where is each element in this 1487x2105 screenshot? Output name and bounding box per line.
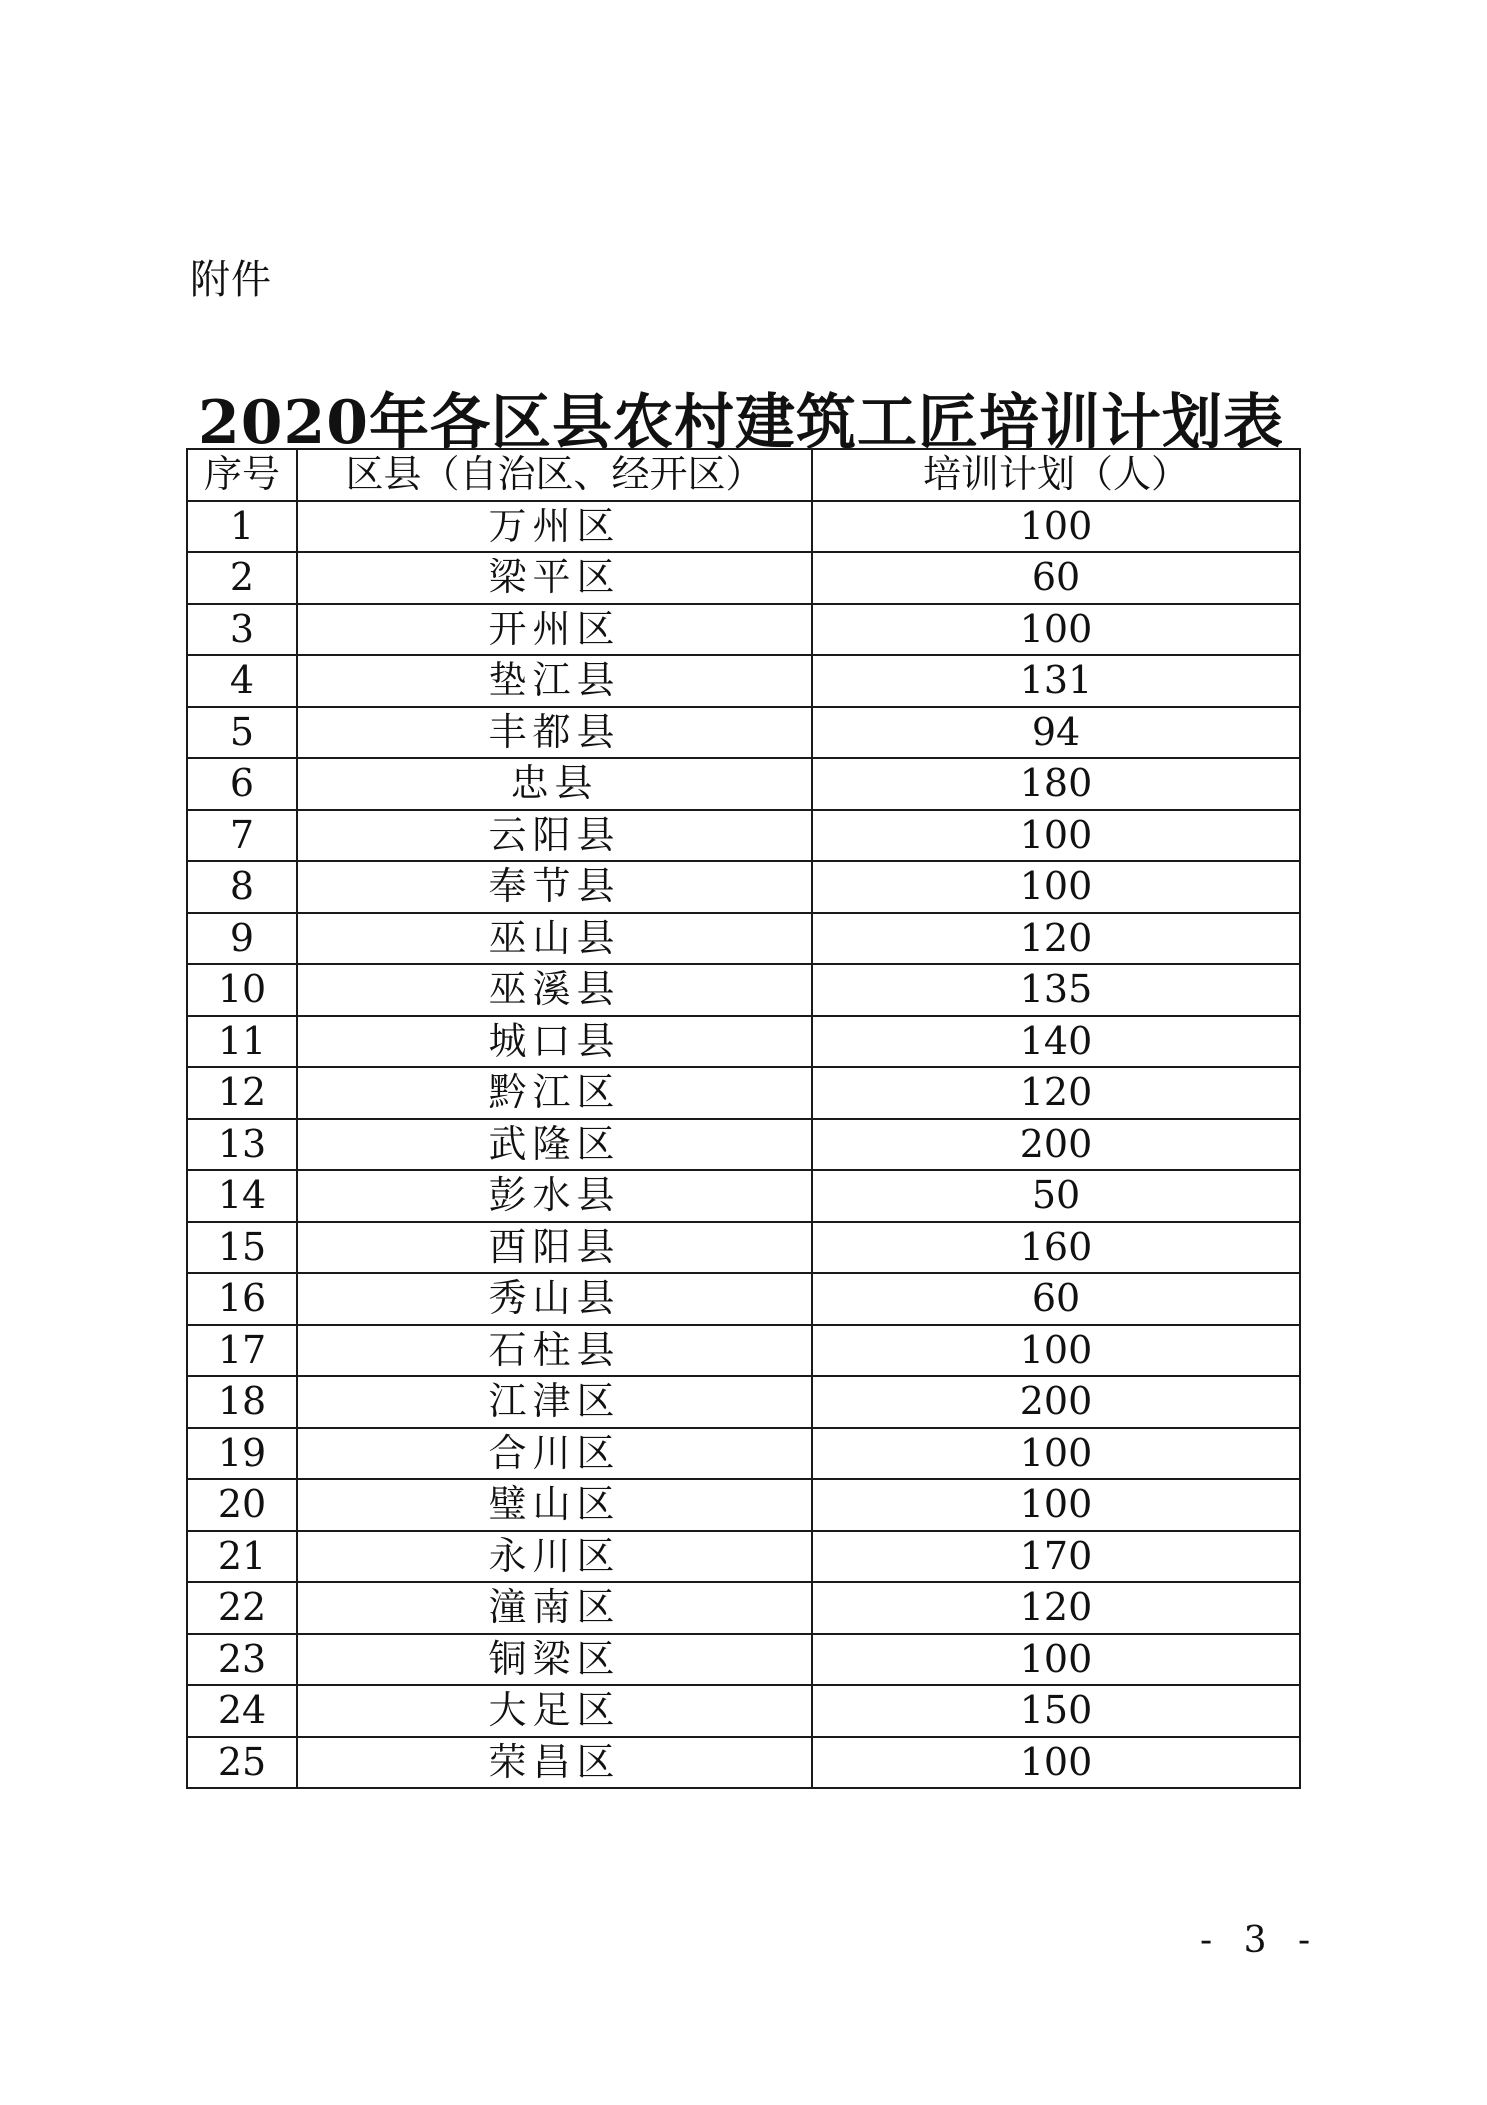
cell-serial-number: 2 [187,552,297,604]
cell-training-plan: 100 [812,1325,1300,1377]
cell-district: 巫溪县 [297,964,812,1016]
cell-district: 万州区 [297,501,812,553]
cell-serial-number: 5 [187,707,297,759]
cell-serial-number: 8 [187,861,297,913]
cell-district: 彭水县 [297,1170,812,1222]
cell-district: 江津区 [297,1376,812,1428]
table-row [187,1016,1300,1068]
cell-district: 巫山县 [297,913,812,965]
table-row [187,1119,1300,1171]
cell-serial-number: 16 [187,1273,297,1325]
attachment-label: 附件 [190,257,272,303]
table-row [187,1325,1300,1377]
cell-serial-number: 6 [187,758,297,810]
cell-training-plan: 100 [812,604,1300,656]
cell-district: 开州区 [297,604,812,656]
page-number: - 3 - [1200,1920,1321,1961]
table-row [187,1428,1300,1480]
table-row [187,1685,1300,1737]
header-serial-number: 序号 [187,449,297,501]
cell-serial-number: 10 [187,964,297,1016]
cell-serial-number: 19 [187,1428,297,1480]
cell-training-plan: 100 [812,1634,1300,1686]
table-row [187,861,1300,913]
cell-district: 合川区 [297,1428,812,1480]
cell-district: 奉节县 [297,861,812,913]
training-plan-table [186,448,1301,1789]
cell-district: 秀山县 [297,1273,812,1325]
cell-training-plan: 100 [812,1428,1300,1480]
cell-district: 石柱县 [297,1325,812,1377]
cell-training-plan: 100 [812,1737,1300,1789]
cell-district: 忠县 [297,758,812,810]
cell-serial-number: 20 [187,1479,297,1531]
table-row [187,1737,1300,1789]
cell-training-plan: 200 [812,1376,1300,1428]
table-row [187,604,1300,656]
table-row [187,552,1300,604]
table-row [187,1531,1300,1583]
cell-district: 荣昌区 [297,1737,812,1789]
cell-training-plan: 120 [812,1067,1300,1119]
cell-serial-number: 7 [187,810,297,862]
table-row [187,1479,1300,1531]
cell-training-plan: 100 [812,861,1300,913]
cell-serial-number: 11 [187,1016,297,1068]
cell-training-plan: 94 [812,707,1300,759]
table-row [187,1222,1300,1274]
cell-district: 酉阳县 [297,1222,812,1274]
cell-serial-number: 13 [187,1119,297,1171]
cell-district: 武隆区 [297,1119,812,1171]
cell-training-plan: 100 [812,810,1300,862]
cell-serial-number: 12 [187,1067,297,1119]
header-district: 区县（自治区、经开区） [297,449,812,501]
cell-serial-number: 3 [187,604,297,656]
header-training-plan: 培训计划（人） [812,449,1300,501]
cell-serial-number: 14 [187,1170,297,1222]
table-row [187,1170,1300,1222]
cell-training-plan: 50 [812,1170,1300,1222]
table-row [187,655,1300,707]
cell-training-plan: 60 [812,1273,1300,1325]
table-row [187,1582,1300,1634]
cell-serial-number: 9 [187,913,297,965]
cell-training-plan: 170 [812,1531,1300,1583]
cell-training-plan: 131 [812,655,1300,707]
cell-serial-number: 15 [187,1222,297,1274]
cell-training-plan: 135 [812,964,1300,1016]
cell-serial-number: 4 [187,655,297,707]
cell-district: 璧山区 [297,1479,812,1531]
table-row [187,758,1300,810]
table-header-row [187,449,1300,501]
cell-district: 黔江区 [297,1067,812,1119]
cell-district: 云阳县 [297,810,812,862]
table-row [187,707,1300,759]
document-title: 2020年各区县农村建筑工匠培训计划表 [198,388,1284,458]
cell-district: 垫江县 [297,655,812,707]
table-row [187,1376,1300,1428]
table-row [187,913,1300,965]
cell-serial-number: 23 [187,1634,297,1686]
table-row [187,1273,1300,1325]
cell-district: 梁平区 [297,552,812,604]
table-row [187,501,1300,553]
cell-serial-number: 25 [187,1737,297,1789]
cell-training-plan: 120 [812,1582,1300,1634]
cell-serial-number: 24 [187,1685,297,1737]
table-row [187,810,1300,862]
cell-training-plan: 120 [812,913,1300,965]
table-row [187,964,1300,1016]
cell-serial-number: 21 [187,1531,297,1583]
cell-district: 铜梁区 [297,1634,812,1686]
cell-district: 城口县 [297,1016,812,1068]
cell-training-plan: 200 [812,1119,1300,1171]
cell-training-plan: 180 [812,758,1300,810]
cell-training-plan: 160 [812,1222,1300,1274]
cell-district: 大足区 [297,1685,812,1737]
table-row [187,1634,1300,1686]
cell-district: 潼南区 [297,1582,812,1634]
cell-serial-number: 17 [187,1325,297,1377]
cell-training-plan: 100 [812,501,1300,553]
cell-training-plan: 60 [812,552,1300,604]
table-row [187,1067,1300,1119]
cell-training-plan: 100 [812,1479,1300,1531]
cell-serial-number: 22 [187,1582,297,1634]
cell-training-plan: 140 [812,1016,1300,1068]
cell-training-plan: 150 [812,1685,1300,1737]
cell-serial-number: 18 [187,1376,297,1428]
table-body [187,501,1300,1789]
cell-serial-number: 1 [187,501,297,553]
cell-district: 丰都县 [297,707,812,759]
cell-district: 永川区 [297,1531,812,1583]
